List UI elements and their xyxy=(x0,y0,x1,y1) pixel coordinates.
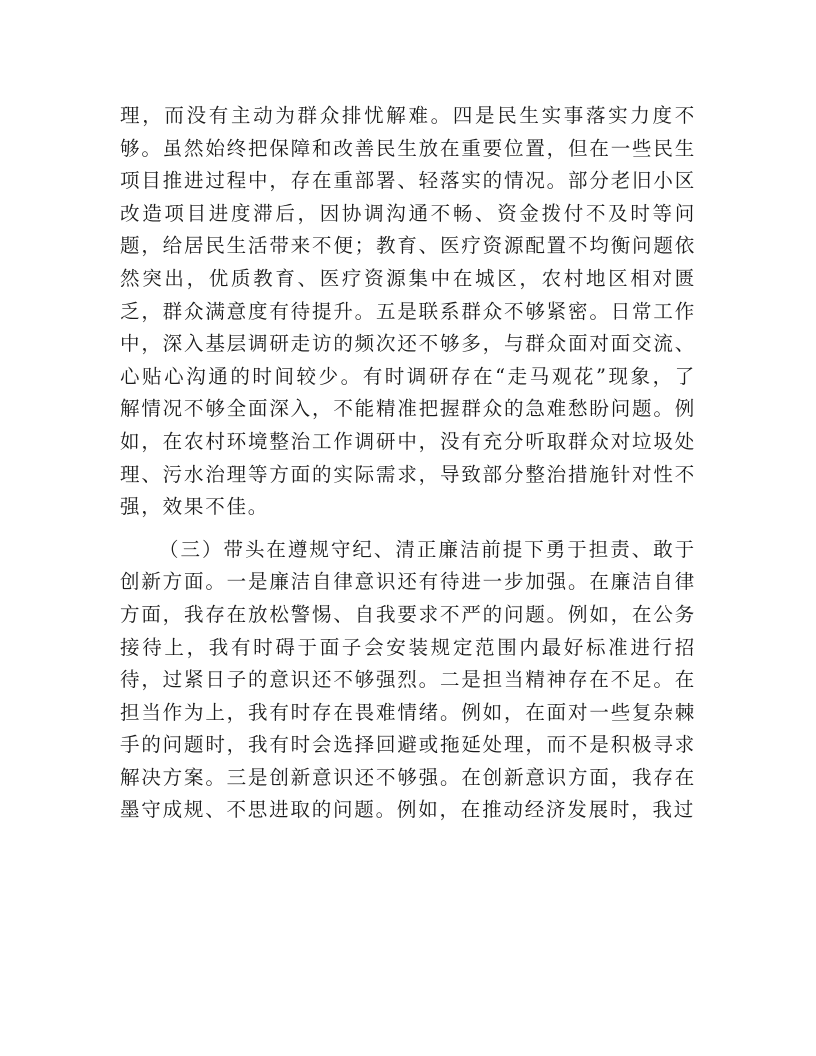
body-paragraph-section-three: （三）带头在遵规守纪、清正廉洁前提下勇于担责、敢于创新方面。一是廉洁自律意识还有待进一步加强。在廉洁自律方面，我存在放松警惕、自我要求不严的问题。例如，在公务接待上，我有时碍于面子会安装规定范围内最好标准进行招待，过紧日子的意识还不够强烈。二是担当精神存在不足。在担当作为上，我有时存在畏难情绪。例如，在面对一些复杂棘手的问题时，我有时会选择回避或拖延处理，而不是积极寻求解决方案。三是创新意识还不够强。在创新意识方面，我存在墨守成规、不思进取的问题。例如，在推动经济发展时，我过 xyxy=(120,537,696,822)
body-paragraph-continued: 理，而没有主动为群众排忧解难。四是民生实事落实力度不够。虽然始终把保障和改善民生放在重要位置，但在一些民生项目推进过程中，存在重部署、轻落实的情况。部分老旧小区改造项目进度滞后，因协调沟通不畅、资金拨付不及时等问题，给居民生活带来不便；教育、医疗资源配置不均衡问题依然突出，优质教育、医疗资源集中在城区，农村地区相对匮乏，群众满意度有待提升。五是联系群众不够紧密。日常工作中，深入基层调研走访的频次还不够多，与群众面对面交流、心贴心沟通的时间较少。有时调研存在“走马观花”现象，了解情况不够全面深入，不能精准把握群众的急难愁盼问题。例如，在农村环境整治工作调研中，没有充分听取群众对垃圾处理、污水治理等方面的实际需求，导致部分整治措施针对性不强，效果不佳。 xyxy=(120,104,696,519)
document-page xyxy=(120,100,696,827)
